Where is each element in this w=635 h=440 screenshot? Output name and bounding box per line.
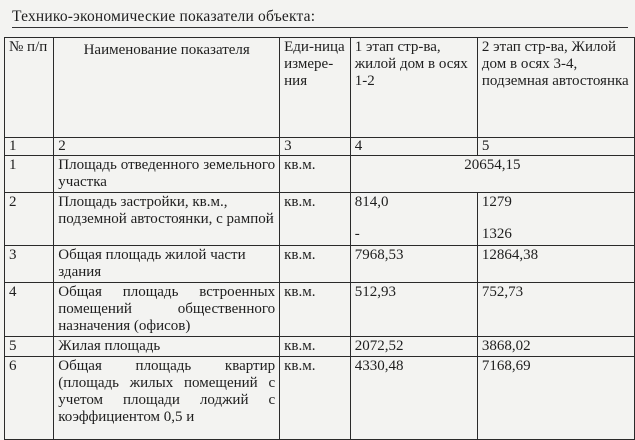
table-row xyxy=(5,337,635,357)
document-title: Технико-экономические показатели объекта: xyxy=(12,8,338,28)
col-index-2: 2 xyxy=(54,138,280,156)
header-num: № п/п xyxy=(5,38,54,138)
row-merged-value: 20654,15 xyxy=(350,156,634,193)
header-stage1: 1 этап стр-ва, жилой дом в осях 1-2 xyxy=(350,38,477,138)
column-index-row xyxy=(5,138,635,156)
row-name: Площадь застройки, кв.м., подземной автостоянки, с рампой xyxy=(54,193,280,246)
row-stage2: 7168,69 xyxy=(477,357,634,440)
row-num: 3 xyxy=(5,246,54,283)
row-name: Общая площадь квартир (площадь жилых помещений с учетом площади лоджий с коэффициентом 0,5 и xyxy=(54,357,280,440)
header-unit: Еди-ница измере-ния xyxy=(280,38,351,138)
row-unit: кв.м. xyxy=(280,283,351,337)
stage2-parking-value: 1326 xyxy=(481,226,512,242)
row-unit: кв.м. xyxy=(280,246,351,283)
row-stage2: 752,73 xyxy=(477,283,634,337)
row-stage2: 3868,02 xyxy=(477,337,634,357)
row-num: 6 xyxy=(5,357,54,440)
row-stage1: 7968,53 xyxy=(350,246,477,283)
row-stage1 xyxy=(350,193,477,246)
row-stage2: 12864,38 xyxy=(477,246,634,283)
row-unit: кв.м. xyxy=(280,156,351,193)
title-underline xyxy=(338,27,628,28)
stage2-building-value: 1279 xyxy=(481,194,512,210)
row-stage2 xyxy=(477,193,634,246)
table-row xyxy=(5,283,635,337)
table-header-row xyxy=(5,38,635,138)
row-num: 5 xyxy=(5,337,54,357)
table-row xyxy=(5,156,635,193)
row-stage1: 4330,48 xyxy=(350,357,477,440)
row-unit: кв.м. xyxy=(280,337,351,357)
row-stage1: 512,93 xyxy=(350,283,477,337)
col-index-3: 3 xyxy=(280,138,351,156)
table-row xyxy=(5,357,635,440)
table-row xyxy=(5,193,635,246)
row-num: 4 xyxy=(5,283,54,337)
row-unit: кв.м. xyxy=(280,357,351,440)
row-num: 2 xyxy=(5,193,54,246)
row-stage1: 2072,52 xyxy=(350,337,477,357)
stage1-building-value: 814,0 xyxy=(354,194,389,210)
row-name: Площадь отведенного земельного участка xyxy=(54,156,280,193)
row-name: Общая площадь жилой части здания xyxy=(54,246,280,283)
col-index-4: 4 xyxy=(350,138,477,156)
row-num: 1 xyxy=(5,156,54,193)
col-index-1: 1 xyxy=(5,138,54,156)
row-name: Жилая площадь xyxy=(54,337,280,357)
table-row xyxy=(5,246,635,283)
stage1-parking-value: - xyxy=(354,226,360,242)
header-stage2: 2 этап стр-ва, Жилой дом в осях 3-4, подземная автостоянка xyxy=(477,38,634,138)
indicators-table xyxy=(4,37,635,440)
row-name: Общая площадь встроенных помещений общественного назначения (офисов) xyxy=(54,283,280,337)
col-index-5: 5 xyxy=(477,138,634,156)
row-unit: кв.м. xyxy=(280,193,351,246)
header-name: Наименование показателя xyxy=(54,38,280,138)
